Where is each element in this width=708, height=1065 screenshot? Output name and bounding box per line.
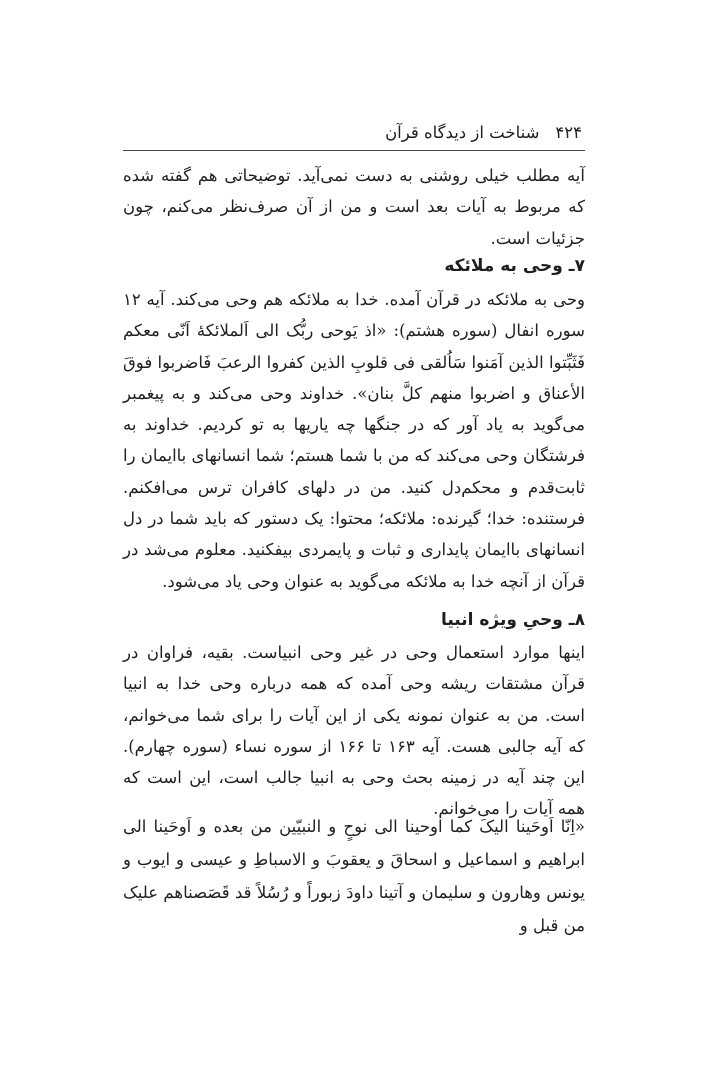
section-7-heading: ۷ـ وحی به ملائکه xyxy=(444,256,585,276)
page-number: ۴۲۴ xyxy=(555,122,582,142)
paragraph-intro: آیه مطلب خیلی روشنی به دست نمی‌آید. توضیحاتی هم گفته شده که مربوط به آیات بعد است و من از آن صرف‌نظر می‌کنم، چون جزئیات است. xyxy=(123,166,585,248)
section-7-paragraph: وحی به ملائکه در قرآن آمده. خدا به ملائکه هم وحی می‌کند. آیه ۱۲ سوره انفال (سوره هشتم): «اذ یَوحی ربُّک الی اَلملائکهٔ اَنّی معکم فَثَبِّتوا الذین آمَنوا سَاُلقی فی قلوبِ الذین کفروا الرعبَ فَاضربوا فوقَ الأعناق و اضربوا منهم کلَّ بنان». خداوند وحی می‌کند و به پیغمبر می‌گوید به یاد آور که در جنگها چه یاریها به تو کردیم. خداوند به فرشتگان وحی می‌کند که من با شما هستم؛ شما انسانهای باایمان را ثابت‌قدم و محکم‌دل کنید. من در دلهای کافران ترس می‌افکنم. فرستنده: خدا؛ گیرنده: ملائکه؛ محتوا: یک دستور که باید شما در دل انسانهای باایمان پایداری و ثبات و پایمردی بیفکنید. معلوم می‌شد در قرآن از آنچه خدا به ملائکه می‌گوید به عنوان وحی یاد می‌شود. xyxy=(123,290,585,591)
header-divider xyxy=(123,150,585,151)
section-8-paragraph: اینها موارد استعمال وحی در غیر وحی انبیاست. بقیه، فراوان در قرآن مشتقات ریشه وحی آمده که همه درباره وحی خدا به انبیا است. من به عنوان نمونه یکی از این آیات را برای شما می‌خوانم، که آیه جالبی هست. آیه ۱۶۳ تا ۱۶۶ از سوره نساء (سوره چهارم). این چند آیه در زمینه بحث وحی به انبیا جالب است، این است که همه آیات را می‌خوانم. xyxy=(123,643,586,819)
quran-quote: «اِنّا اَوحَینا الیکَ کما اوحینا الی نوحٍ و النبیّین من بعده و اَوحَینا الی ابراهیم و اسماعیل و اسحاقَ و یعقوبَ و الاسباطِ و عیسی و ایوب و یونس وهارون و سلیمان و آتینا داودَ زبوراً و رُسُلاً قد قَصَصناهم علیک من قبل و xyxy=(123,817,585,935)
page-header xyxy=(126,118,582,146)
running-title: شناخت از دیدگاه قرآن xyxy=(385,122,540,142)
section-8-heading: ۸ـ وحیِ ویژه انبیا xyxy=(440,610,585,630)
